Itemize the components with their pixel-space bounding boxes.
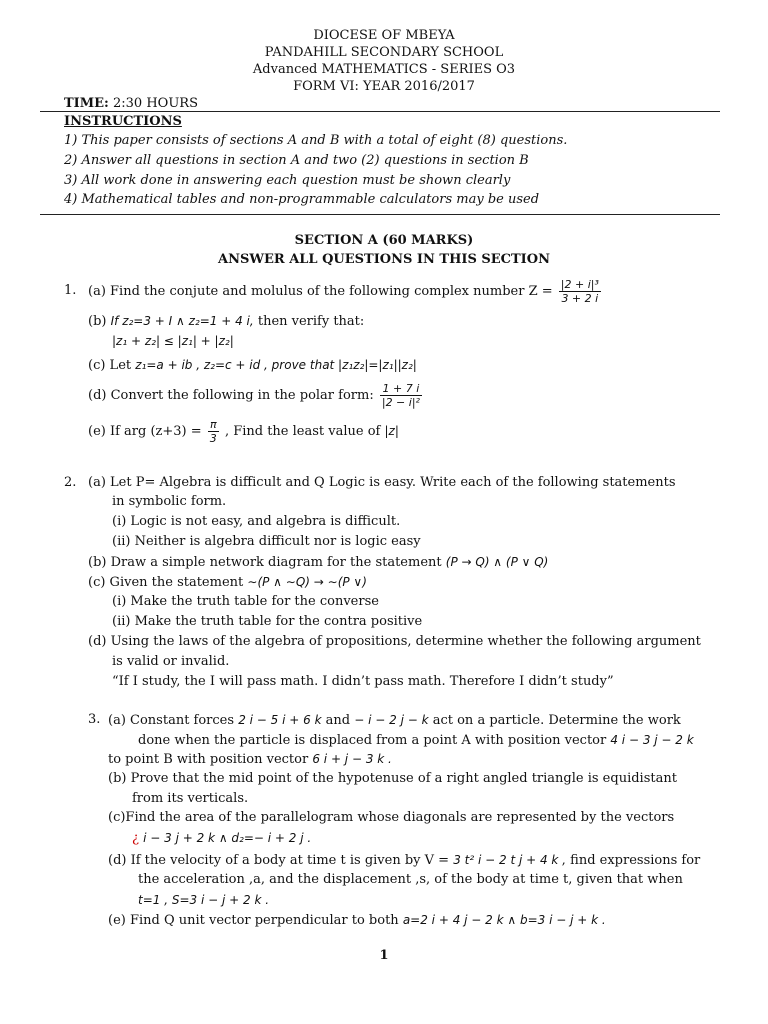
q2-b-math: (P → Q) ∧ (P ∨ Q) [445, 555, 549, 569]
section-title: SECTION A (60 MARKS) [294, 233, 474, 248]
q2-a-line2: in symbolic form. [112, 494, 227, 509]
bottom-rule [40, 214, 720, 215]
q2-d-line1: (d) Using the laws of the algebra of propositions, determine whether the following argument [88, 634, 701, 649]
q1-a-fraction [559, 278, 601, 305]
diocese-title: DIOCESE OF MBEYA [313, 28, 455, 43]
q3-a-vector4: 6 i + j − 3 k . [312, 752, 392, 766]
q2-a-i: (i) Logic is not easy, and algebra is difficult. [112, 514, 401, 529]
q2-b-text: (b) Draw a simple network diagram for the statement [88, 555, 442, 570]
q3-a-and: and [325, 713, 351, 728]
q3-d-math2: t=1 , S=3 i − j + 2 k . [138, 893, 270, 907]
q3-a-post: act on a particle. Determine the work [432, 713, 681, 728]
q1-c-math: z₁=a + ib , z₂=c + id , prove that |z₁z₂|=|z₁||z₂| [135, 358, 417, 372]
q1-d-numerator: 1 + 7 i [380, 382, 422, 396]
q3-a-vector3: 4 i − 3 j − 2 k [610, 733, 694, 747]
q2-c-ii: (ii) Make the truth table for the contra positive [112, 614, 423, 629]
q3-a-vector2: − i − 2 j − k [354, 713, 429, 727]
q1-b-math: If z₂=3 + I ∧ z₂=1 + 4 i, [110, 314, 254, 328]
top-rule [40, 111, 720, 112]
q3-b-line2: from its verticals. [132, 791, 249, 806]
q3-c-red-mark: ¿ [132, 831, 139, 846]
q1-e-denominator: 3 [209, 432, 217, 445]
instruction-item: 4) Mathematical tables and non-programmable calculators may be used [64, 192, 540, 207]
q3-a-line3 [108, 751, 392, 768]
q1-part-c [88, 357, 417, 374]
q3-a-vector1: 2 i − 5 i + 6 k [238, 713, 322, 727]
q1-d-text: (d) Convert the following in the polar form: [88, 388, 374, 403]
q1-e-numerator: π [208, 418, 219, 432]
q1-b-inequality: |z₁ + z₂| ≤ |z₁| + |z₂| [112, 334, 234, 348]
q1-part-e [88, 418, 399, 445]
q1-e-fraction [208, 418, 219, 445]
q3-e-pre: (e) Find Q unit vector perpendicular to both [108, 913, 399, 928]
q1-c-prefix: (c) Let [88, 358, 132, 373]
q3-a-line2-text: done when the particle is displaced from a point A with position vector [138, 733, 607, 748]
time-value: 2:30 HOURS [113, 96, 198, 111]
page-number: 1 [379, 948, 389, 963]
q1-b-prefix: (b) [88, 314, 107, 329]
q3-d-pre: (d) If the velocity of a body at time t is given by V = [108, 853, 450, 868]
q2-number: 2. [64, 475, 77, 490]
q1-part-a [88, 278, 603, 305]
q1-a-numerator: |2 + i|³ [560, 278, 599, 291]
q3-a-line1 [108, 712, 681, 729]
q3-a-line3-text: to point B with position vector [108, 752, 309, 767]
q1-e-math: |z| [384, 424, 399, 438]
q3-d-post: find expressions for [570, 853, 701, 868]
q2-c-text: (c) Given the statement [88, 575, 244, 590]
q2-part-c [88, 574, 367, 591]
instruction-item: 3) All work done in answering each question must be shown clearly [64, 173, 511, 188]
instruction-item: 1) This paper consists of sections A and B with a total of eight (8) questions. [64, 133, 568, 148]
q3-d-line1 [108, 852, 700, 869]
q3-a-line2 [138, 732, 694, 749]
instruction-item: 2) Answer all questions in section A and two (2) questions in section B [64, 153, 529, 168]
q3-a-pre: (a) Constant forces [108, 713, 235, 728]
q1-b-text: then verify that: [257, 314, 365, 329]
q2-part-b [88, 554, 548, 571]
q3-e-math: a=2 i + 4 j − 2 k ∧ b=3 i − j + k . [402, 913, 606, 927]
section-subtitle: ANSWER ALL QUESTIONS IN THIS SECTION [218, 252, 550, 267]
time-line [64, 96, 198, 112]
q2-d-quote: “If I study, the I will pass math. I didn’t pass math. Therefore I didn’t study” [112, 674, 614, 689]
q1-a-denominator: 3 + 2 i [561, 292, 599, 305]
q3-b-line1: (b) Prove that the mid point of the hypotenuse of a right angled triangle is equidistant [108, 771, 677, 786]
instructions-title: INSTRUCTIONS [64, 114, 182, 129]
q2-a-ii: (ii) Neither is algebra difficult nor is logic easy [112, 534, 421, 549]
school-title: PANDAHILL SECONDARY SCHOOL [264, 45, 504, 60]
q2-a-line1: (a) Let P= Algebra is difficult and Q Logic is easy. Write each of the following statements [88, 475, 676, 490]
q1-part-b [88, 313, 364, 330]
q3-c-line1: (c)Find the area of the parallelogram whose diagonals are represented by the vectors [108, 810, 675, 825]
q1-d-fraction [380, 382, 422, 409]
q3-part-e [108, 912, 606, 929]
q2-c-math: ∼(P ∧ ∼Q) → ∼(P ∨) [247, 575, 367, 589]
q1-e-text2: , Find the least value of [224, 424, 381, 439]
time-label: TIME: [64, 96, 109, 111]
subject-title: Advanced MATHEMATICS - SERIES O3 [252, 62, 516, 77]
q1-number: 1. [64, 283, 77, 298]
form-title: FORM VI: YEAR 2016/2017 [293, 79, 475, 94]
q3-c-line2 [132, 830, 311, 847]
q2-c-i: (i) Make the truth table for the converse [112, 594, 379, 609]
q3-d-math: 3 t² i − 2 t j + 4 k , [453, 853, 567, 867]
q1-a-text: (a) Find the conjute and molulus of the following complex number Z = [88, 284, 553, 299]
q1-d-denominator: |2 − i|² [381, 396, 420, 409]
q3-c-math: i − 3 j + 2 k ∧ d₂=− i + 2 j . [143, 831, 312, 845]
q1-e-text: (e) If arg (z+3) = [88, 424, 202, 439]
q3-d-line2: the acceleration ,a, and the displacement ,s, of the body at time t, given that when [138, 872, 683, 887]
q2-d-line2: is valid or invalid. [112, 654, 230, 669]
q3-number: 3. [88, 712, 101, 727]
q1-part-d [88, 382, 424, 409]
